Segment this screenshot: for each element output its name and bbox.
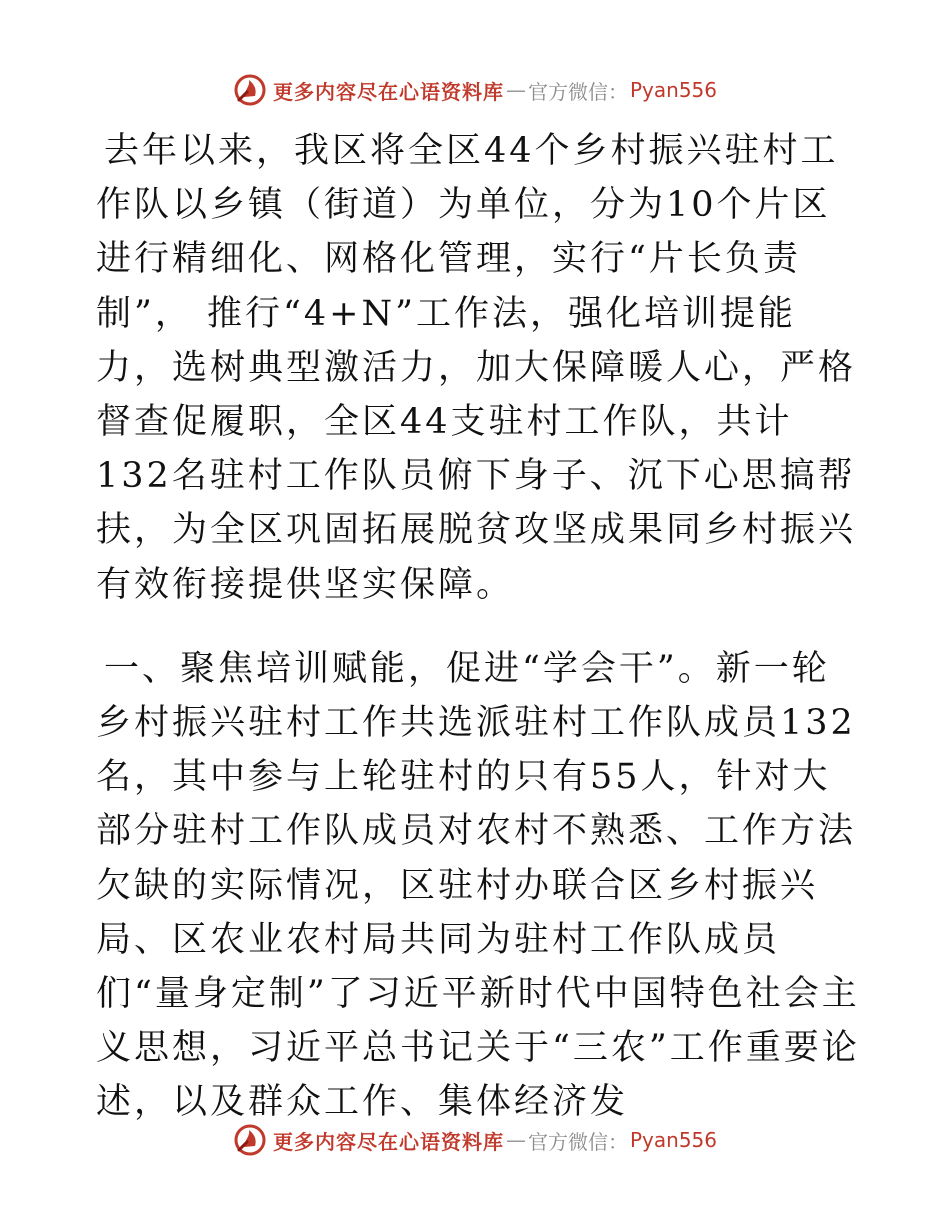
watermark-footer	[0, 1120, 950, 1160]
paragraph-section-one: 一、聚焦培训赋能，促进“学会干”。新一轮乡村振兴驻村工作共选派驻村工作队成员132名，其中参与上轮驻村的只有55人，针对大部分驻村工作队成员对农村不熟悉、工作方法欠缺的实际情况，区驻村办联合区乡村振兴局、区农业农村局共同为驻村工作队成员们“量身定制”了习近平新时代中国特色社会主义思想，习近平总书记关于“三农”工作重要论述，以及群众工作、集体经济发	[96, 648, 860, 1123]
watermark-wechat-id: Pyan556	[629, 1128, 717, 1152]
document-body	[96, 124, 866, 1130]
watermark-wechat-label: 官方微信：	[527, 79, 628, 104]
watermark-header	[0, 70, 950, 110]
flame-logo-icon	[233, 73, 267, 107]
watermark-wechat-id: Pyan556	[629, 78, 717, 102]
watermark-text: 更多内容尽在心语资料库	[272, 1129, 504, 1154]
watermark-separator: —	[505, 78, 526, 102]
paragraph-intro: 去年以来，我区将全区44个乡村振兴驻村工作队以乡镇（街道）为单位，分为10个片区进行精细化、网格化管理，实行“片长负责制”， 推行“4+N”工作法，强化培训提能力，选树典型激活力，加大保障暖人心，严格督查促履职，全区44支驻村工作队，共计132名驻村工作队员俯下身子、沉下心思搞帮扶，为全区巩固拓展脱贫攻坚成果同乡村振兴有效衔接提供坚实保障。	[96, 131, 857, 605]
watermark-separator: —	[505, 1128, 526, 1152]
flame-logo-icon	[233, 1123, 267, 1157]
watermark-text: 更多内容尽在心语资料库	[272, 79, 504, 104]
watermark-wechat-label: 官方微信：	[527, 1129, 628, 1154]
